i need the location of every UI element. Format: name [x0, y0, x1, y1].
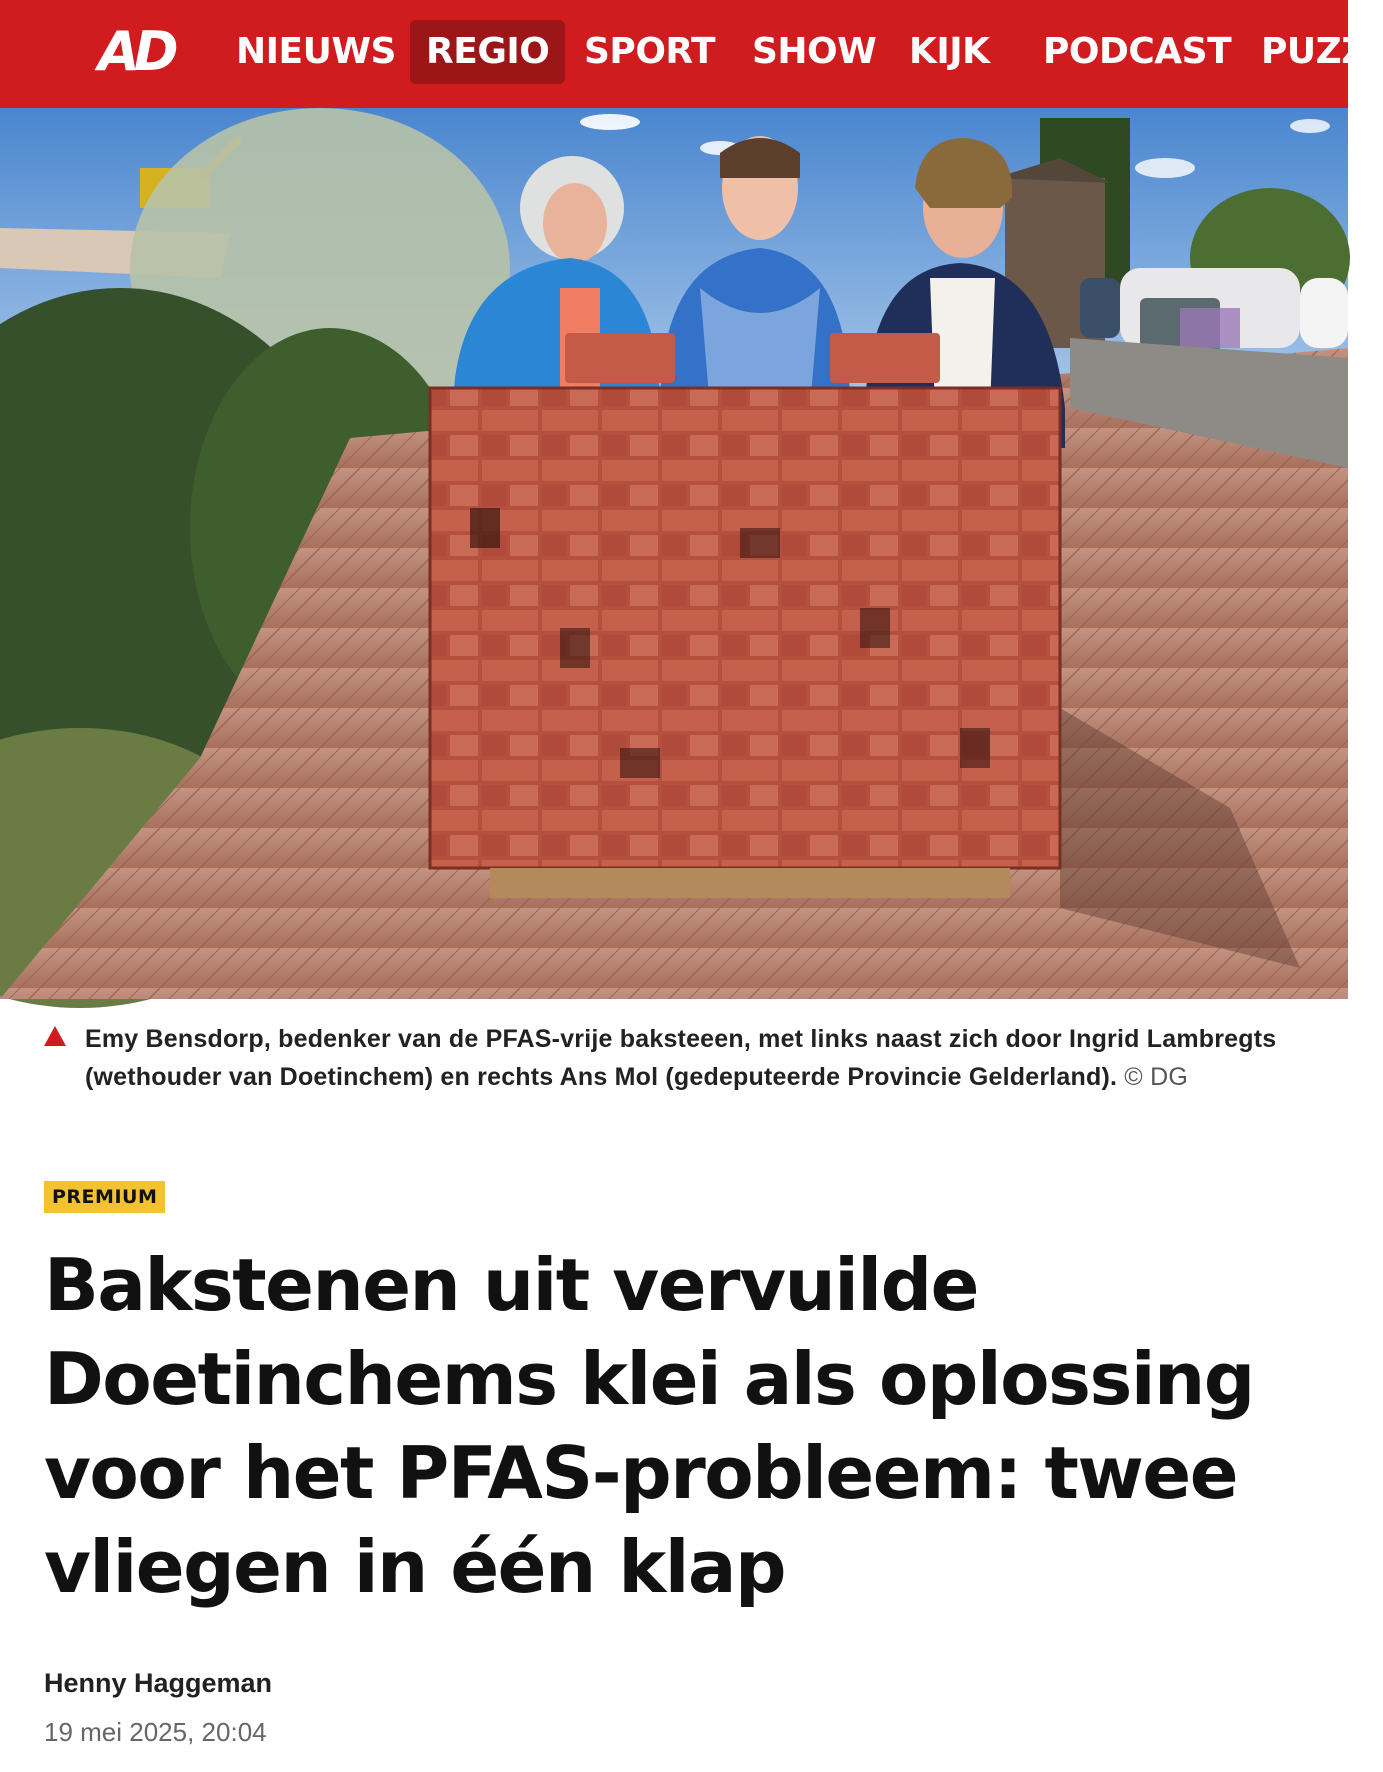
top-navigation-bar [0, 0, 1367, 108]
ad-logo[interactable]: AD [98, 20, 173, 83]
nav-item-podcast[interactable]: PODCAST [1043, 31, 1232, 72]
caption-text: Emy Bensdorp, bedenker van de PFAS-vrije baksteeen, met links naast zich door Ingrid Lambregts (wethouder van Doetinchem) en rechts Ans Mol (gedeputeerde Provincie Gelderland). [85, 1025, 1277, 1091]
hero-photo-illustration [0, 108, 1348, 999]
nav-item-regio[interactable]: REGIO [410, 20, 565, 84]
nav-item-show[interactable]: SHOW [752, 31, 877, 72]
caption-triangle-icon [44, 1026, 66, 1046]
nav-item-sport[interactable]: SPORT [584, 31, 716, 72]
nav-item-puzzel[interactable]: PUZZ [1261, 31, 1367, 72]
nav-item-nieuws[interactable]: NIEUWS [236, 31, 396, 72]
photo-caption [44, 1020, 1314, 1096]
article-headline: Bakstenen uit vervuilde Doetinchems klei als oplossing voor het PFAS-probleem: twee vliegen in één klap [44, 1243, 1254, 1609]
main-nav [0, 0, 1367, 108]
photo-credit: © DG [1124, 1063, 1188, 1091]
nav-item-kijk[interactable]: KIJK [909, 31, 990, 72]
article-author[interactable]: Henny Haggeman [44, 1668, 273, 1698]
article-hero-photo [0, 108, 1348, 999]
article-date: 19 mei 2025, 20:04 [44, 1717, 267, 1747]
premium-badge: PREMIUM [44, 1181, 165, 1213]
